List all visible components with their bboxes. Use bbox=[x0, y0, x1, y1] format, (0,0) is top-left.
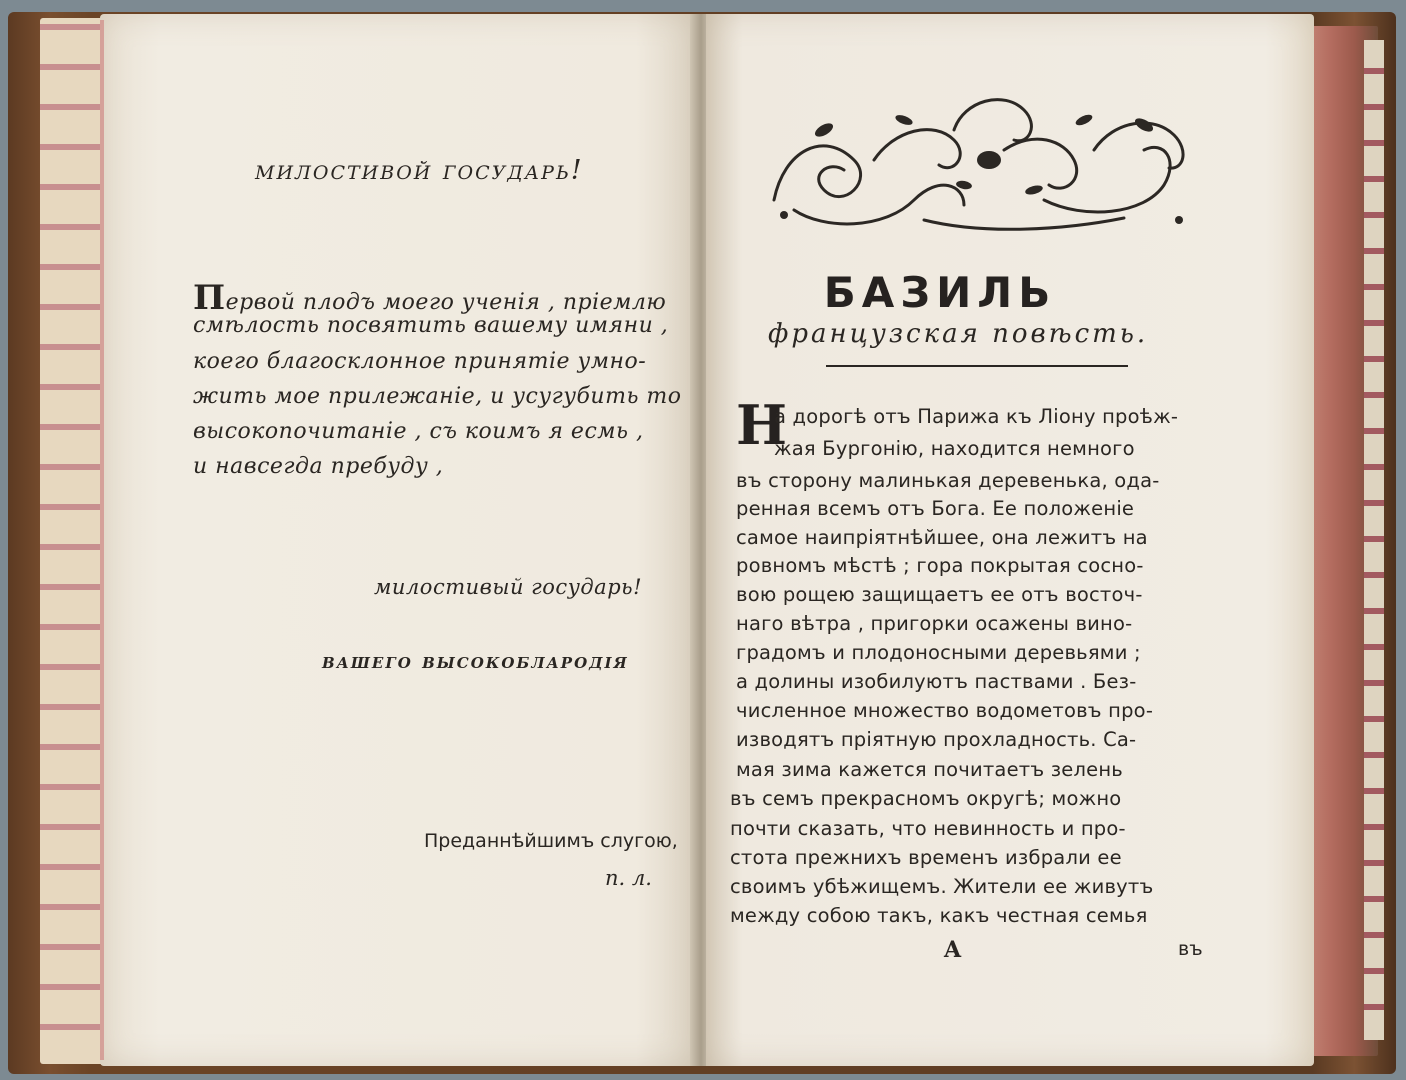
story-line-4: ренная всемъ отъ Бога. Ее положеніе bbox=[736, 497, 1135, 520]
story-line-9: градомъ и плодоносными деревьями ; bbox=[736, 641, 1141, 664]
dedication-title: милостивой государь! bbox=[255, 155, 584, 186]
initial-letter: П bbox=[193, 278, 226, 318]
story-line-8: наго вѣтра , пригорки осажены вино- bbox=[736, 612, 1133, 635]
story-title: БАЗИЛЬ bbox=[823, 268, 1057, 317]
story-line-3: въ сторону малинькая деревенька, ода- bbox=[736, 469, 1160, 492]
story-line-12: изводятъ пріятную прохладность. Са- bbox=[736, 728, 1137, 751]
title-rule bbox=[826, 365, 1128, 367]
story-line-16: стота прежнихъ временъ избрали ее bbox=[730, 846, 1122, 869]
right-edge-stripes bbox=[1364, 40, 1384, 1040]
story-line-2: жая Бургонію, находится немного bbox=[774, 437, 1135, 460]
dedication-line-4: жить мое прилежаніе, и усугубить то bbox=[193, 384, 682, 409]
dedication-line-3: коего благосклонное принятіе умно- bbox=[193, 349, 647, 374]
story-line-13: мая зима кажется почитаетъ зелень bbox=[736, 758, 1123, 781]
story-line-15: почти сказать, что невинность и про- bbox=[730, 817, 1126, 840]
story-subtitle: французская повѣсть. bbox=[768, 319, 1149, 349]
dedication-line-5: высокопочитаніе , съ коимъ я есмь , bbox=[193, 419, 644, 444]
story-line-10: а долины изобилуютъ паствами . Без- bbox=[736, 670, 1137, 693]
story-line-11: численное множество водометовъ про- bbox=[736, 699, 1154, 722]
servant-signature: Преданнѣйшимъ слугою, bbox=[424, 830, 678, 852]
author-initials: п. л. bbox=[605, 866, 652, 890]
honorific: вашего высокоблародія bbox=[322, 648, 629, 673]
story-line-17: своимъ убѣжищемъ. Жители ее живутъ bbox=[730, 875, 1154, 898]
signature-mark: A bbox=[944, 937, 962, 963]
left-page-red-edge bbox=[100, 20, 104, 1060]
drop-cap: Н bbox=[736, 393, 788, 457]
dedication-line-6: и навсегда пребуду , bbox=[193, 454, 444, 479]
story-line-1: а дорогѣ отъ Парижа къ Ліону проѣж- bbox=[774, 405, 1179, 428]
closing-salutation: милостивый государь! bbox=[374, 575, 643, 599]
floral-headpiece-icon bbox=[764, 90, 1200, 236]
dedication-line-2: смѣлость посвятить вашему имяни , bbox=[193, 313, 669, 338]
dedication-line-1-text: ервой плодъ моего ученія , пріемлю bbox=[225, 290, 667, 315]
story-line-5: самое наипріятнѣйшее, она лежитъ на bbox=[736, 526, 1148, 549]
catchword: въ bbox=[1178, 938, 1203, 960]
story-line-18: между собою такъ, какъ честная семья bbox=[730, 904, 1148, 927]
story-line-7: вою рощею защищаетъ ее отъ восточ- bbox=[736, 583, 1143, 606]
story-line-14: въ семъ прекрасномъ округѣ; можно bbox=[730, 787, 1122, 810]
dedication-line-1 bbox=[193, 278, 666, 318]
story-line-6: ровномъ мѣстѣ ; гора покрытая сосно- bbox=[736, 554, 1144, 577]
